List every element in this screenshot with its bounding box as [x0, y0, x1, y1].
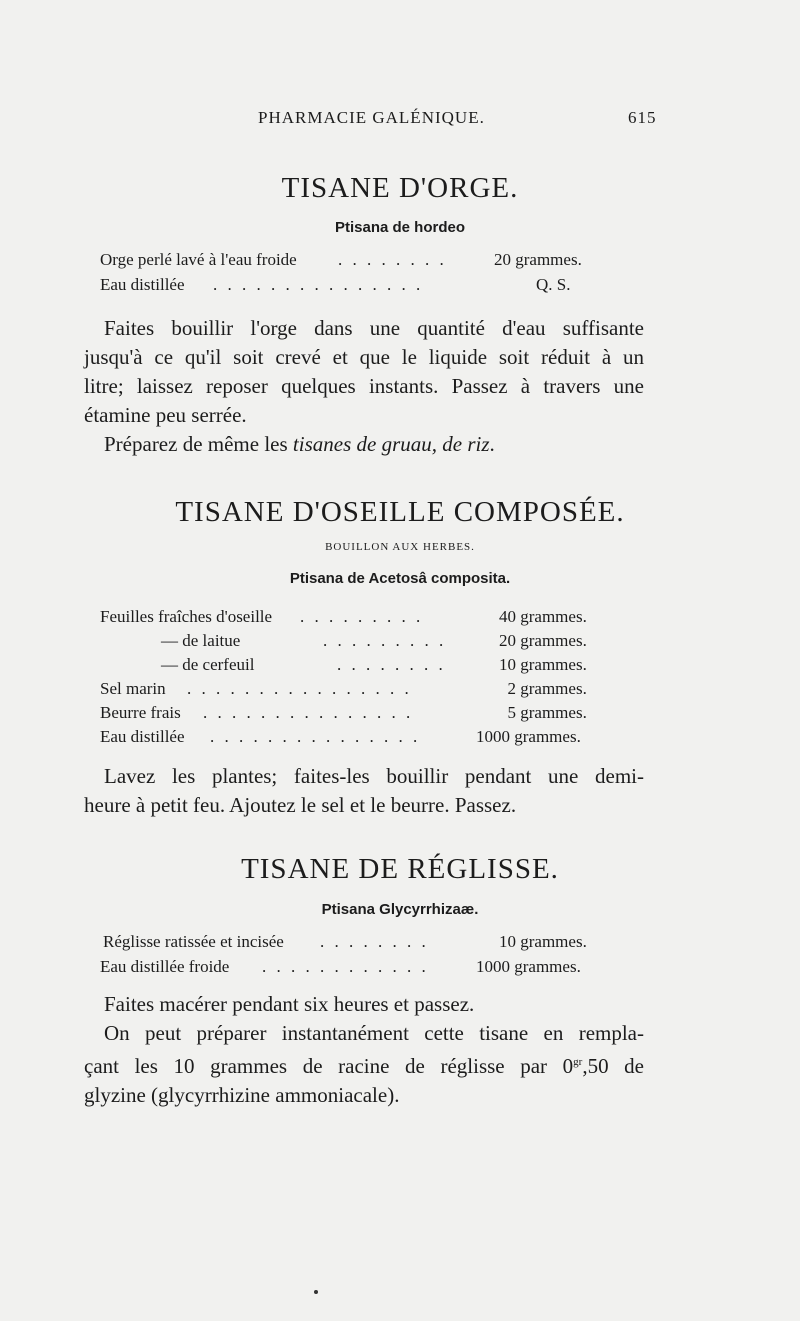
latin-title-orge: Ptisana de hordeo	[334, 219, 466, 236]
section-heading-orge: TISANE D'ORGE.	[281, 172, 519, 204]
ingredient-quantity: 2 grammes.	[507, 679, 587, 698]
ingredient-name: Eau distillée	[100, 727, 185, 746]
text-line: Faites bouillir l'orge dans une quantité d'eau suffisante	[104, 316, 644, 340]
ingredient-name: Eau distillée froide	[100, 957, 230, 976]
recipe-row	[0, 703, 800, 725]
print-speck	[314, 1290, 318, 1294]
text-line: litre; laissez reposer quelques instants. Passez à travers une	[84, 374, 644, 398]
ingredient-quantity: 40 grammes.	[499, 607, 587, 626]
superscript-unit: gr	[573, 1056, 583, 1068]
ingredient-quantity: 20 grammes.	[499, 631, 587, 650]
ingredient-name: Beurre frais	[100, 703, 181, 722]
leader-dots: . . . . . . . . . . . . . . .	[210, 727, 421, 746]
recipe-row	[0, 275, 800, 297]
running-head-title: PHARMACIE GALÉNIQUE.	[258, 108, 485, 127]
ingredient-quantity: 20 grammes.	[494, 250, 582, 269]
latin-title-oseille: Ptisana de Acetosâ composita.	[289, 570, 511, 587]
ingredient-name: Sel marin	[100, 679, 166, 698]
text-line: Lavez les plantes; faites-les bouillir pendant une demi-	[104, 764, 644, 788]
text-line: Faites macérer pendant six heures et passez.	[104, 992, 475, 1016]
ingredient-quantity: 10 grammes.	[499, 932, 587, 951]
ingredient-quantity: 5 grammes.	[507, 703, 587, 722]
text-line: glyzine (glycyrrhizine ammoniacale).	[84, 1083, 400, 1107]
ingredient-name: — de laitue	[161, 631, 241, 650]
latin-title-reglisse: Ptisana Glycyrrhizaæ.	[321, 901, 479, 918]
subheading-bouillon: BOUILLON AUX HERBES.	[325, 541, 475, 553]
recipe-row	[0, 679, 800, 701]
leader-dots: . . . . . . . .	[337, 655, 446, 674]
recipe-row	[0, 607, 800, 629]
italic-phrase: tisanes de gruau, de riz	[292, 432, 490, 456]
leader-dots: . . . . . . . .	[320, 932, 429, 951]
running-head	[0, 108, 800, 134]
ingredient-name: Feuilles fraîches d'oseille	[100, 607, 273, 626]
page-number: 615	[628, 108, 657, 127]
ingredient-quantity: Q. S.	[536, 275, 571, 294]
section-heading-reglisse: TISANE DE RÉGLISSE.	[241, 853, 559, 885]
leader-dots: . . . . . . . . . . . . . . .	[203, 703, 414, 722]
text-line-italic: Préparez de même les tisanes de gruau, de riz.	[104, 432, 495, 456]
paragraph-orge-instructions	[84, 314, 644, 459]
leader-dots: . . . . . . . . .	[300, 607, 424, 626]
recipe-row	[0, 631, 800, 653]
recipe-row	[0, 957, 800, 979]
recipe-row	[0, 932, 800, 954]
recipe-row	[0, 250, 800, 272]
text-line: jusqu'à ce qu'il soit crevé et que le liquide soit réduit à un	[84, 345, 644, 369]
section-heading-oseille: TISANE D'OSEILLE COMPOSÉE.	[175, 496, 625, 528]
ingredient-name: Eau distillée	[100, 275, 185, 294]
leader-dots: . . . . . . . . . . . . . . .	[213, 275, 424, 294]
text-line: On peut préparer instantanément cette tisane en rempla-	[104, 1021, 644, 1045]
ingredient-name: Réglisse ratissée et incisée	[103, 932, 284, 951]
text-line: heure à petit feu. Ajoutez le sel et le beurre. Passez.	[84, 793, 517, 817]
ingredient-quantity: 1000 grammes.	[476, 957, 581, 976]
leader-dots: . . . . . . . . . . . . . . . .	[187, 679, 412, 698]
text-line: étamine peu serrée.	[84, 403, 247, 427]
ingredient-quantity: 10 grammes.	[499, 655, 587, 674]
text-line: çant les 10 grammes de racine de réglisse par $0^{gr},50$ de	[84, 1054, 644, 1078]
leader-dots: . . . . . . . . . . . .	[262, 957, 429, 976]
leader-dots: . . . . . . . . .	[323, 631, 447, 650]
paragraph-reglisse-instructions	[84, 990, 644, 1110]
recipe-row	[0, 655, 800, 677]
leader-dots: . . . . . . . .	[338, 250, 447, 269]
ingredient-quantity: 1000 grammes.	[476, 727, 581, 746]
ingredient-name: — de cerfeuil	[161, 655, 255, 674]
ingredient-name: Orge perlé lavé à l'eau froide	[100, 250, 297, 269]
paragraph-oseille-instructions	[84, 762, 644, 820]
recipe-row	[0, 727, 800, 749]
